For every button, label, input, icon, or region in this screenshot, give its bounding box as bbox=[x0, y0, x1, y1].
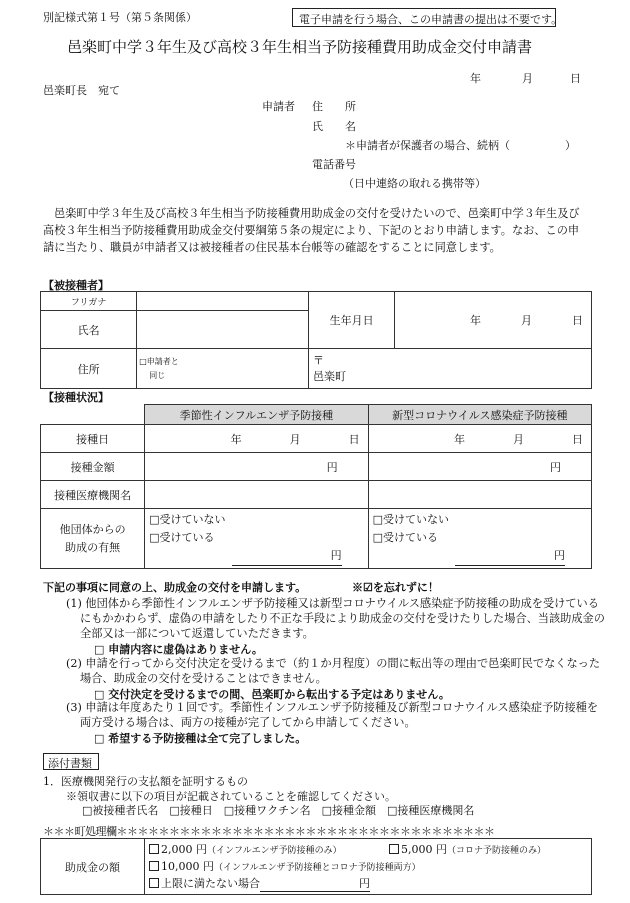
row-clinic-label: 接種医療機関名 bbox=[41, 481, 145, 509]
consent-item-2: (2) 申請を行ってから交付決定を受けるまで（約１か月程度）の間に転出等の理由で邑楽町民でなくなった場合、助成金の交付を受けることはできません。 bbox=[66, 657, 601, 685]
checkbox-icon[interactable] bbox=[149, 878, 159, 888]
electronic-notice-box bbox=[292, 8, 563, 27]
relation-note: ＊申請者が保護者の場合、続柄（ ） bbox=[345, 139, 576, 152]
consent-item-1: (1) 他団体から季節性インフルエンザ予防接種又は新型コロナウイルス感染症予防接種の助成を受けているにもかかわらず、虚偽の申請をしたり不正な手段により助成金の交付を受けたりした場合、当該助成金の全部又は一部について返還していただきます。 bbox=[66, 597, 605, 640]
date-month: 月 bbox=[522, 72, 533, 85]
influenza-yen: 円 bbox=[326, 460, 338, 474]
row-amount-label: 接種金額 bbox=[41, 453, 145, 481]
form-number: 別記様式第１号（第５条関係） bbox=[43, 11, 197, 24]
opt3-amount: 10,000 円 bbox=[161, 859, 214, 873]
col-covid: 新型コロナウイルス感染症予防接種 bbox=[368, 405, 591, 425]
opt2-note: （コロナ予防接種のみ） bbox=[447, 845, 547, 856]
grant-option-3[interactable] bbox=[149, 859, 587, 876]
influenza-day: 日 bbox=[348, 432, 360, 446]
dob-label: 生年月日 bbox=[308, 292, 394, 349]
influenza-year: 年 bbox=[230, 432, 242, 446]
office-use-heading: ＊＊＊町処理欄＊＊＊＊＊＊＊＊＊＊＊＊＊＊＊＊＊＊＊＊＊＊＊＊＊＊＊＊＊＊＊＊＊＊＊＊ bbox=[43, 825, 495, 838]
postal-mark: 〒 bbox=[312, 353, 324, 367]
recipient-address-field[interactable] bbox=[308, 349, 591, 389]
attachment-note: ※領収書に以下の項目が記載されていることを確認してください。 bbox=[66, 790, 396, 803]
same-as-line2: 同じ bbox=[149, 370, 166, 380]
intro-paragraph: 邑楽町中学３年生及び高校３年生相当予防接種費用助成金の交付を受けたいので、邑楽町中学３年生及び高校３年生相当予防接種費用助成金交付要綱第５条の規定により、下記のとおり申請します。なお、この申請に当たり、職員が申請者又は被接種者の住民基本台帳等の確認をすることに同意します。 bbox=[43, 207, 580, 254]
influenza-date-field[interactable] bbox=[145, 425, 368, 453]
dob-field[interactable] bbox=[395, 292, 592, 349]
influenza-amount-field[interactable] bbox=[145, 453, 368, 481]
checkbox-icon[interactable] bbox=[149, 844, 159, 854]
opt4-yen: 円 bbox=[260, 876, 370, 892]
applicant-label: 申請者 bbox=[262, 100, 295, 113]
opt1-note: （インフルエンザ予防接種のみ） bbox=[207, 845, 342, 856]
same-as-line1: □申請者と bbox=[139, 356, 179, 366]
addressee: 邑楽町長 宛て bbox=[43, 84, 120, 97]
covid-date-field[interactable] bbox=[368, 425, 591, 453]
date-day: 日 bbox=[570, 72, 581, 85]
consent-check-1[interactable]: □ 申請内容に虚偽はありません。 bbox=[94, 643, 263, 656]
covid-day: 日 bbox=[572, 432, 583, 446]
influenza-other-yen: 円 bbox=[232, 547, 342, 566]
dob-month: 月 bbox=[521, 314, 532, 327]
covid-other-field[interactable] bbox=[368, 509, 591, 569]
vaccination-table bbox=[40, 404, 592, 569]
opt3-note: （インフルエンザ予防接種とコロナ予防接種両方） bbox=[214, 862, 421, 873]
vaccination-section-heading: 【接種状況】 bbox=[43, 391, 109, 404]
influenza-clinic-field[interactable] bbox=[145, 481, 368, 509]
covid-year: 年 bbox=[454, 432, 465, 446]
grant-option-1[interactable] bbox=[149, 842, 389, 859]
opt4-label: 上限に満たない場合 bbox=[161, 876, 260, 890]
consent-lead: 下記の事項に同意の上、助成金の交付を申請します。 bbox=[43, 581, 307, 594]
dob-year: 年 bbox=[470, 314, 481, 327]
furigana-label: フリガナ bbox=[41, 292, 137, 311]
same-as-applicant-checkbox[interactable] bbox=[137, 349, 309, 389]
attachment-checklist[interactable]: □被接種者氏名 □接種日 □接種ワクチン名 □接種金額 □接種医療機関名 bbox=[82, 804, 475, 817]
recipient-address-label: 住所 bbox=[41, 349, 137, 389]
attachments-label-box bbox=[43, 753, 99, 770]
row-other-line1: 他団体からの bbox=[59, 522, 126, 536]
covid-received-checkbox[interactable]: □受けている bbox=[372, 531, 438, 544]
recipient-name-field[interactable] bbox=[137, 311, 309, 349]
influenza-not-received-checkbox[interactable]: □受けていない bbox=[149, 513, 226, 526]
applicant-address-label: 住 所 bbox=[312, 100, 356, 113]
influenza-other-field[interactable] bbox=[145, 509, 368, 569]
covid-amount-field[interactable] bbox=[368, 453, 591, 481]
office-use-table bbox=[40, 838, 592, 895]
checkbox-icon[interactable] bbox=[149, 861, 159, 871]
consent-reminder: ※☑を忘れずに！ bbox=[352, 581, 439, 594]
attachment-item-1: 1．医療機関発行の支払額を証明するもの bbox=[43, 775, 248, 788]
date-year: 年 bbox=[470, 72, 481, 85]
influenza-received-checkbox[interactable]: □受けている bbox=[149, 531, 215, 544]
opt1-amount: 2,000 円 bbox=[161, 842, 207, 856]
phone-label: 電話番号 bbox=[312, 158, 356, 171]
dob-day: 日 bbox=[572, 314, 583, 327]
applicant-name-label: 氏 名 bbox=[312, 120, 356, 133]
checkbox-icon[interactable] bbox=[389, 844, 399, 854]
recipient-table bbox=[40, 291, 592, 389]
attachments-label: 添付書類 bbox=[48, 757, 92, 770]
covid-not-received-checkbox[interactable]: □受けていない bbox=[372, 513, 449, 526]
covid-other-yen: 円 bbox=[455, 547, 565, 566]
grant-option-2[interactable] bbox=[389, 842, 546, 859]
recipient-section-heading: 【被接種者】 bbox=[43, 279, 109, 292]
consent-check-2[interactable]: □ 交付決定を受けるまでの間、邑楽町から転出する予定はありません。 bbox=[94, 688, 450, 701]
consent-check-3[interactable]: □ 希望する予防接種は全て完了しました。 bbox=[94, 732, 307, 745]
page-title: 邑楽町中学３年生及び高校３年生相当予防接種費用助成金交付申請書 bbox=[67, 38, 533, 56]
grant-amount-label: 助成金の額 bbox=[41, 839, 145, 895]
covid-clinic-field[interactable] bbox=[368, 481, 591, 509]
opt2-amount: 5,000 円 bbox=[401, 842, 447, 856]
row-date-label: 接種日 bbox=[41, 425, 145, 453]
electronic-notice: 電子申請を行う場合、この申請書の提出は不要です。 bbox=[299, 13, 563, 26]
grant-amount-options[interactable] bbox=[145, 839, 592, 895]
town-name: 邑楽町 bbox=[312, 369, 346, 383]
covid-yen: 円 bbox=[550, 460, 561, 474]
row-other-label bbox=[41, 509, 145, 569]
phone-note: （日中連絡の取れる携帯等） bbox=[343, 177, 486, 190]
grant-option-4[interactable] bbox=[149, 876, 587, 892]
furigana-field[interactable] bbox=[137, 292, 309, 311]
recipient-name-label: 氏名 bbox=[41, 311, 137, 349]
covid-month: 月 bbox=[513, 432, 524, 446]
influenza-month: 月 bbox=[289, 432, 301, 446]
col-influenza: 季節性インフルエンザ予防接種 bbox=[145, 405, 368, 425]
consent-item-3: (3) 申請は年度あたり１回です。季節性インフルエンザ予防接種及び新型コロナウイルス感染症予防接種を両方受ける場合は、両方の接種が完了してから申請してください。 bbox=[66, 701, 599, 729]
row-other-line2: 助成の有無 bbox=[65, 540, 121, 554]
